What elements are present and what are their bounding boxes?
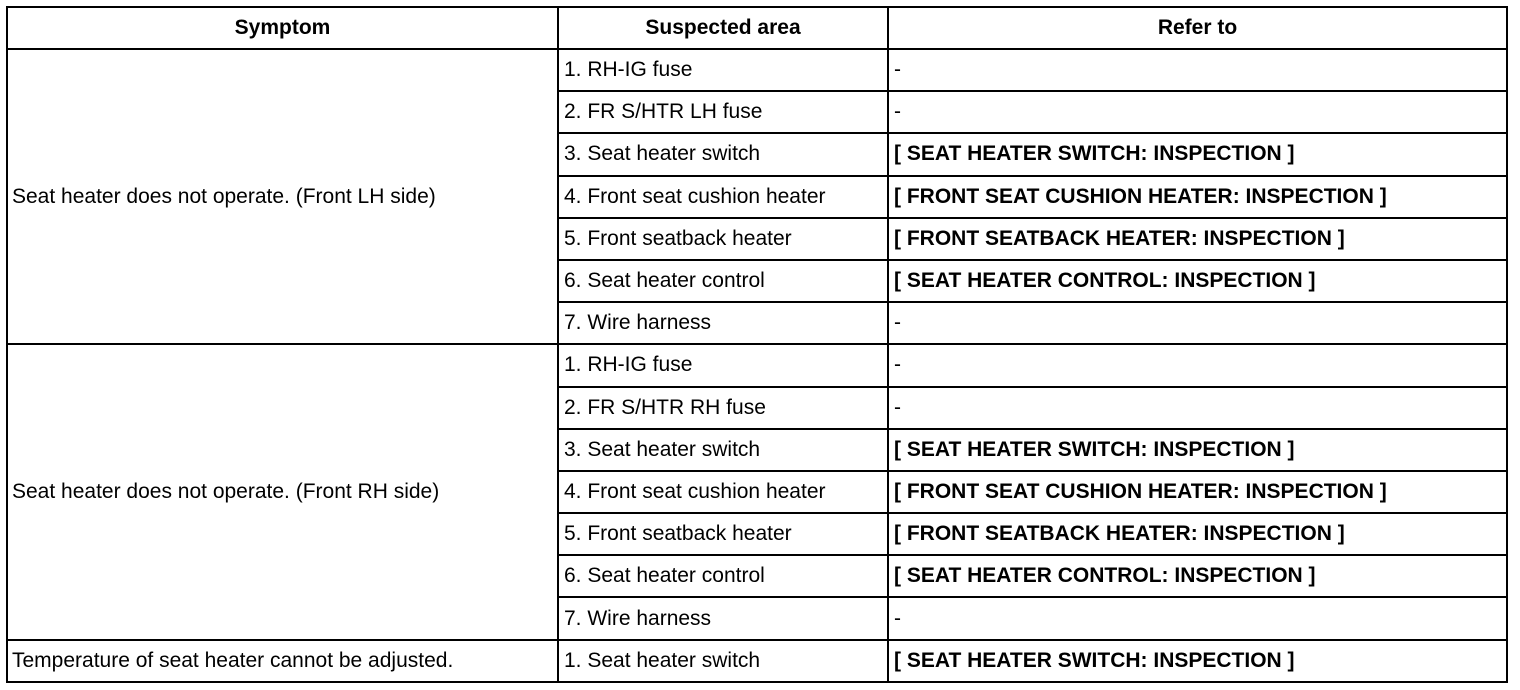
symptom-table — [6, 6, 1508, 683]
suspected-area-cell: 7. Wire harness — [558, 597, 888, 639]
refer-to-cell: - — [888, 344, 1507, 386]
suspected-area-cell: 2. FR S/HTR LH fuse — [558, 91, 888, 133]
suspected-area-cell: 1. RH-IG fuse — [558, 49, 888, 91]
symptom-header: Symptom — [7, 7, 558, 49]
refer-to-link[interactable]: [ SEAT HEATER CONTROL: INSPECTION ] — [888, 555, 1507, 597]
table-row — [7, 640, 1507, 682]
suspected-area-cell: 4. Front seat cushion heater — [558, 176, 888, 218]
suspected-area-cell: 3. Seat heater switch — [558, 133, 888, 175]
suspected-area-cell: 2. FR S/HTR RH fuse — [558, 387, 888, 429]
symptom-cell: Seat heater does not operate. (Front RH side) — [7, 344, 558, 639]
suspected-area-cell: 1. RH-IG fuse — [558, 344, 888, 386]
refer-to-link[interactable]: [ SEAT HEATER SWITCH: INSPECTION ] — [888, 429, 1507, 471]
refer-to-cell: - — [888, 49, 1507, 91]
refer-to-cell: - — [888, 597, 1507, 639]
refer-to-link[interactable]: [ SEAT HEATER SWITCH: INSPECTION ] — [888, 640, 1507, 682]
suspected-area-cell: 3. Seat heater switch — [558, 429, 888, 471]
refer-to-cell: - — [888, 302, 1507, 344]
refer-to-header: Refer to — [888, 7, 1507, 49]
table-row — [7, 49, 1507, 91]
suspected-area-cell: 6. Seat heater control — [558, 260, 888, 302]
refer-to-link[interactable]: [ FRONT SEATBACK HEATER: INSPECTION ] — [888, 218, 1507, 260]
suspected-area-cell: 1. Seat heater switch — [558, 640, 888, 682]
refer-to-link[interactable]: [ FRONT SEATBACK HEATER: INSPECTION ] — [888, 513, 1507, 555]
table-row — [7, 344, 1507, 386]
symptom-cell: Temperature of seat heater cannot be adjusted. — [7, 640, 558, 682]
suspected-area-cell: 7. Wire harness — [558, 302, 888, 344]
header-row — [7, 7, 1507, 49]
refer-to-link[interactable]: [ FRONT SEAT CUSHION HEATER: INSPECTION ] — [888, 471, 1507, 513]
refer-to-link[interactable]: [ FRONT SEAT CUSHION HEATER: INSPECTION ] — [888, 176, 1507, 218]
suspected-area-header: Suspected area — [558, 7, 888, 49]
suspected-area-cell: 4. Front seat cushion heater — [558, 471, 888, 513]
refer-to-link[interactable]: [ SEAT HEATER CONTROL: INSPECTION ] — [888, 260, 1507, 302]
symptom-cell: Seat heater does not operate. (Front LH side) — [7, 49, 558, 344]
suspected-area-cell: 5. Front seatback heater — [558, 513, 888, 555]
suspected-area-cell: 6. Seat heater control — [558, 555, 888, 597]
refer-to-cell: - — [888, 91, 1507, 133]
suspected-area-cell: 5. Front seatback heater — [558, 218, 888, 260]
refer-to-link[interactable]: [ SEAT HEATER SWITCH: INSPECTION ] — [888, 133, 1507, 175]
refer-to-cell: - — [888, 387, 1507, 429]
